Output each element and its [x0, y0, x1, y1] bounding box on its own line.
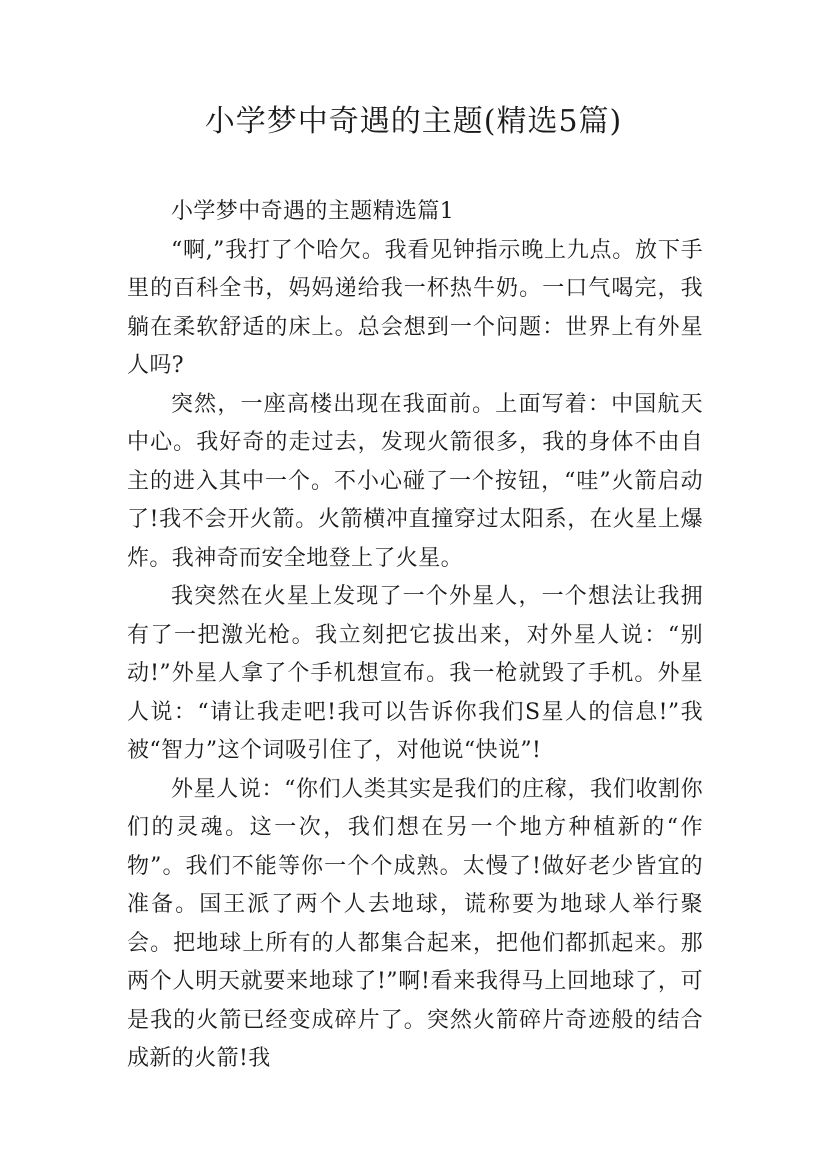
paragraph: 突然，一座高楼出现在我面前。上面写着：中国航天中心。我好奇的走过去，发现火箭很多，我的身体不由自主的进入其中一个。不小心碰了一个按钮，“哇”火箭启动了!我不会开火箭。火箭横冲直撞穿过太阳系，在火星上爆炸。我神奇而安全地登上了火星。: [127, 391, 703, 571]
paragraph: “啊,”我打了个哈欠。我看见钟指示晚上九点。放下手里的百科全书，妈妈递给我一杯热牛奶。一口气喝完，我躺在柔软舒适的床上。总会想到一个问题：世界上有外星人吗?: [127, 237, 703, 378]
section-heading: 小学梦中奇遇的主题精选篇1: [171, 199, 455, 224]
document-title: 小学梦中奇遇的主题(精选5篇): [204, 104, 623, 139]
paragraph: 外星人说：“你们人类其实是我们的庄稼，我们收割你们的灵魂。这一次，我们想在另一个地方种植新的“作物”。我们不能等你一个个成熟。太慢了!做好老少皆宜的准备。国王派了两个人去地球，谎称要为地球人举行聚会。把地球上所有的人都集合起来，把他们都抓起来。那两个人明天就要来地球了!”啊!看来我得马上回地球了，可是我的火箭已经变成碎片了。突然火箭碎片奇迹般的结合成新的火箭!我: [127, 776, 703, 1071]
document-body: [127, 193, 703, 1079]
paragraph: 我突然在火星上发现了一个外星人，一个想法让我拥有了一把激光枪。我立刻把它拔出来，对外星人说：“别动!”外星人拿了个手机想宣布。我一枪就毁了手机。外星人说：“请让我走吧!我可以告诉你我们S星人的信息!”我被“智力”这个词吸引住了，对他说“快说”!: [127, 584, 703, 763]
